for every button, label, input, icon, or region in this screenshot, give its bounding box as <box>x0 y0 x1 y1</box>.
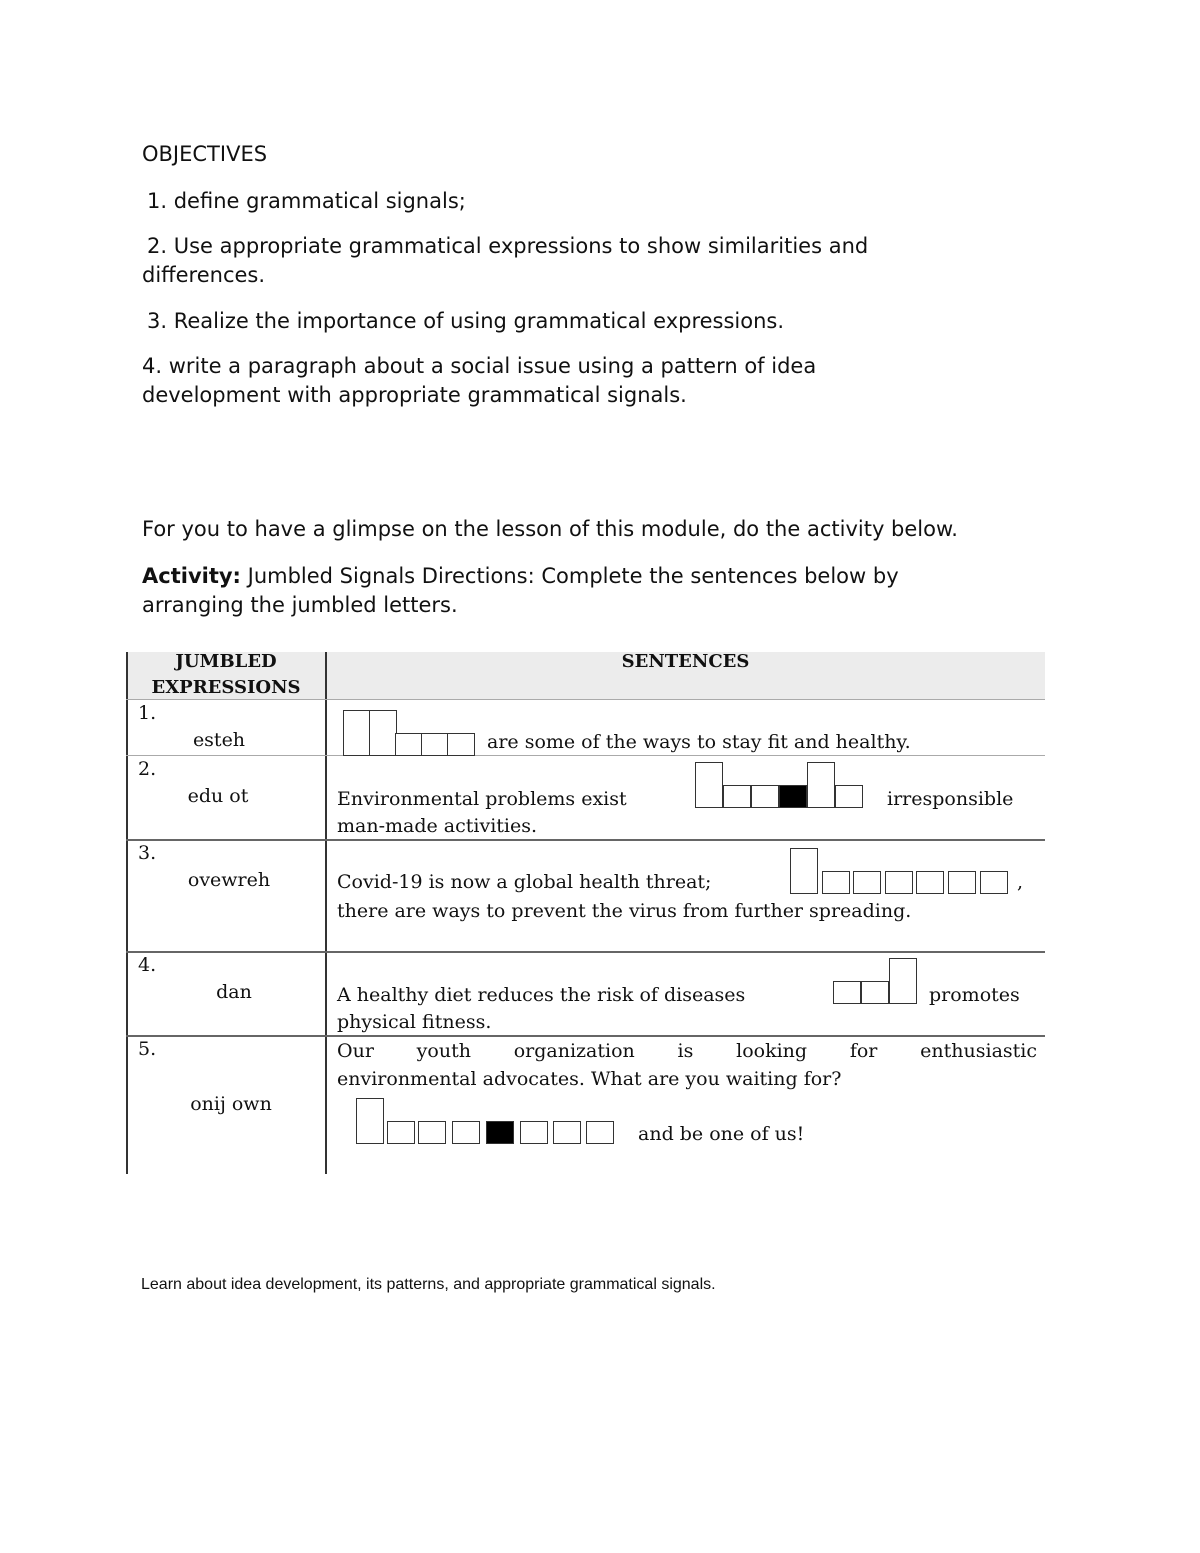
activity-line2: arranging the jumbled letters. <box>142 593 458 617</box>
letter-box <box>833 981 861 1004</box>
footer-note: Learn about idea development, its patterns, and appropriate grammatical signals. <box>141 1276 716 1293</box>
row-1-jumbled: esteh <box>192 729 246 751</box>
objective-2 <box>142 232 1022 290</box>
row-4-jumbled: dan <box>216 981 252 1003</box>
letter-box <box>553 1121 581 1144</box>
row-3-jumbled: ovewreh <box>187 869 271 891</box>
letter-box <box>790 848 818 894</box>
row-3-sentence-line2: there are ways to prevent the virus from further spreading. <box>337 900 912 922</box>
letter-box <box>861 981 889 1004</box>
objective-2-line2: differences. <box>142 263 266 287</box>
row-4-letter-boxes <box>833 958 917 1004</box>
letter-box <box>807 762 835 808</box>
letter-box <box>835 785 863 808</box>
row-5-sentence-after: and be one of us! <box>638 1123 805 1145</box>
header-jumbled-expressions <box>126 649 326 701</box>
letter-box <box>822 871 850 894</box>
letter-box <box>885 871 913 894</box>
objective-1: 1. define grammatical signals; <box>147 189 466 213</box>
row-1-sentence: are some of the ways to stay fit and healthy. <box>487 731 911 753</box>
row-5-sentence-line2: environmental advocates. What are you waiting for? <box>337 1068 842 1090</box>
letter-box <box>387 1121 415 1144</box>
header-col1-line2: EXPRESSIONS <box>151 677 301 698</box>
intro-text: For you to have a glimpse on the lesson of this module, do the activity below. <box>142 517 958 541</box>
row-5-sentence-line1: Our youth organization is looking for enthusiastic <box>337 1040 1037 1062</box>
row-divider <box>126 839 1045 841</box>
row-2-number: 2. <box>138 758 157 780</box>
row-3-comma: , <box>1017 871 1024 893</box>
row-4-number: 4. <box>138 954 157 976</box>
objectives-heading: OBJECTIVES <box>142 142 268 166</box>
row-4-sentence-line2: physical fitness. <box>337 1011 492 1033</box>
letter-box-space <box>779 785 807 808</box>
row-3-number: 3. <box>138 842 157 864</box>
row-1-letter-boxes <box>343 710 473 756</box>
letter-box <box>452 1121 480 1144</box>
letter-box <box>948 871 976 894</box>
letter-box <box>853 871 881 894</box>
letter-box <box>916 871 944 894</box>
objective-4-line1: 4. write a paragraph about a social issue using a pattern of idea <box>142 354 817 378</box>
objective-2-line1: 2. Use appropriate grammatical expressions to show similarities and <box>147 234 869 258</box>
row-5-letter-boxes <box>356 1098 622 1144</box>
row-4-sentence-start: A healthy diet reduces the risk of diseases <box>337 984 746 1006</box>
letter-box <box>520 1121 548 1144</box>
activity-directions <box>142 562 1042 620</box>
objective-4-line2: development with appropriate grammatical signals. <box>142 383 687 407</box>
letter-box <box>447 733 475 756</box>
letter-box <box>356 1098 384 1144</box>
activity-label: Activity: <box>142 564 241 588</box>
letter-box <box>395 733 423 756</box>
row-2-sentence-line2: man-made activities. <box>337 815 538 837</box>
row-3-sentence-start: Covid-19 is now a global health threat; <box>337 871 712 893</box>
letter-box <box>889 958 917 1004</box>
row-2-sentence-after: irresponsible <box>887 788 1014 810</box>
letter-box <box>695 762 723 808</box>
row-2-jumbled: edu ot <box>187 785 249 807</box>
letter-box <box>418 1121 446 1144</box>
header-col1-line1: JUMBLED <box>175 651 277 672</box>
row-5-number: 5. <box>138 1038 157 1060</box>
row-1-number: 1. <box>138 702 157 724</box>
row-2-sentence-start: Environmental problems exist <box>337 788 627 810</box>
letter-box <box>723 785 751 808</box>
row-divider <box>126 951 1045 953</box>
letter-box <box>343 710 371 756</box>
objective-3: 3. Realize the importance of using grammatical expressions. <box>147 309 785 333</box>
row-3-letter-boxes <box>790 848 1014 894</box>
row-4-sentence-after: promotes <box>929 984 1020 1006</box>
jumbled-table <box>126 652 1045 1174</box>
row-5-jumbled: onij own <box>190 1093 272 1115</box>
header-sentences: SENTENCES <box>621 651 750 672</box>
letter-box-space <box>486 1121 514 1144</box>
objective-4 <box>142 352 1042 410</box>
activity-line1: Jumbled Signals Directions: Complete the sentences below by <box>240 564 899 588</box>
letter-box <box>586 1121 614 1144</box>
letter-box <box>421 733 449 756</box>
row-2-letter-boxes <box>695 762 867 808</box>
letter-box <box>751 785 779 808</box>
letter-box <box>980 871 1008 894</box>
letter-box <box>369 710 397 756</box>
